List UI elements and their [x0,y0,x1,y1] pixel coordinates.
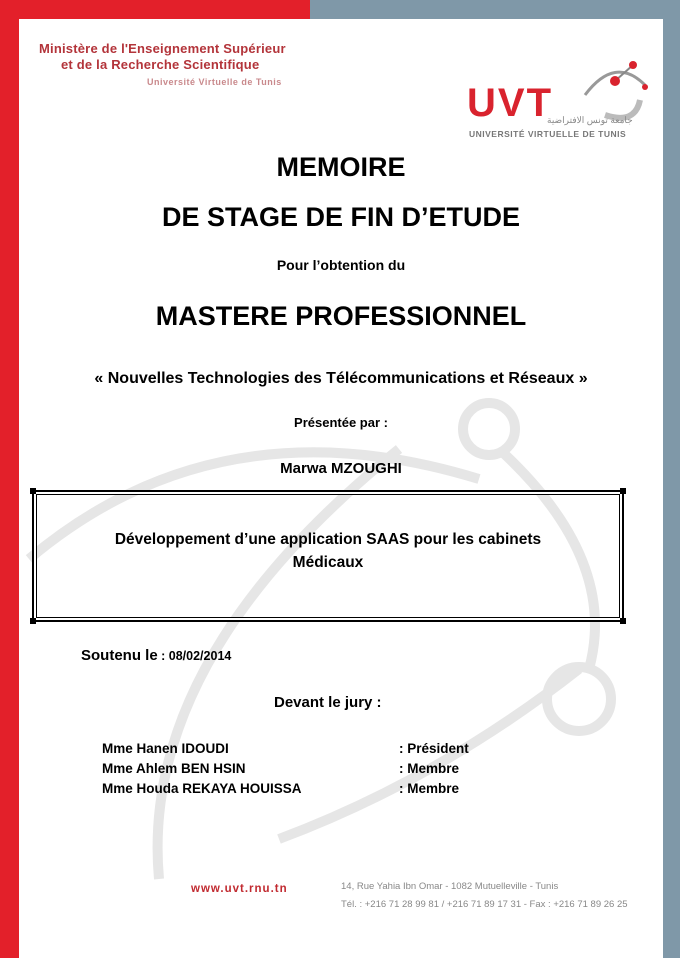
jury-title: Devant le jury : [274,694,382,711]
presented-by-label: Présentée par : [294,415,388,430]
defense-date-value: : 08/02/2014 [157,649,232,663]
author-name: Marwa MZOUGHI [280,460,402,477]
title-stage: DE STAGE DE FIN D’ETUDE [161,202,521,232]
footer-address: 14, Rue Yahia Ibn Omar - 1082 Mutuelleville - Tunis [341,881,559,892]
footer-contact: Tél. : +216 71 28 99 81 / +216 71 89 17 31 - Fax : +216 71 89 26 25 [341,899,628,910]
document-page [19,19,663,958]
obtention-subtitle: Pour l’obtention du [276,257,406,273]
footer-website[interactable]: www.uvt.rnu.tn [191,883,288,895]
ministry-line-2: et de la Recherche Scientifique [61,57,260,72]
subject-title [34,528,622,574]
program-name: « Nouvelles Technologies des Télécommunications et Réseaux » [94,370,588,387]
uvt-logo-text: UVT [467,81,553,125]
jury-member-role: : Président [399,741,469,756]
jury-member-role: : Membre [399,781,460,796]
subject-line-2: Médicaux [292,554,364,571]
subject-line-1: Développement d’une application SAAS pour les cabinets [114,531,542,548]
university-subtitle: Université Virtuelle de Tunis [147,77,282,87]
title-memoire: MEMOIRE [276,152,406,182]
jury-member-name: Mme Ahlem BEN HSIN [102,761,246,776]
ministry-line-1: Ministère de l'Enseignement Supérieur [39,41,286,56]
jury-member-name: Mme Hanen IDOUDI [102,741,229,756]
jury-member-role: : Membre [399,761,460,776]
uvt-full-name: UNIVERSITÉ VIRTUELLE DE TUNIS [469,129,627,139]
subject-box [32,490,624,622]
defense-date [81,647,231,664]
jury-member-name: Mme Houda REKAYA HOUISSA [102,781,302,796]
defense-label: Soutenu le [81,647,158,664]
degree-title: MASTERE PROFESSIONNEL [155,301,527,331]
uvt-arabic-name: جامعة تونس الافتراضية [547,115,633,125]
